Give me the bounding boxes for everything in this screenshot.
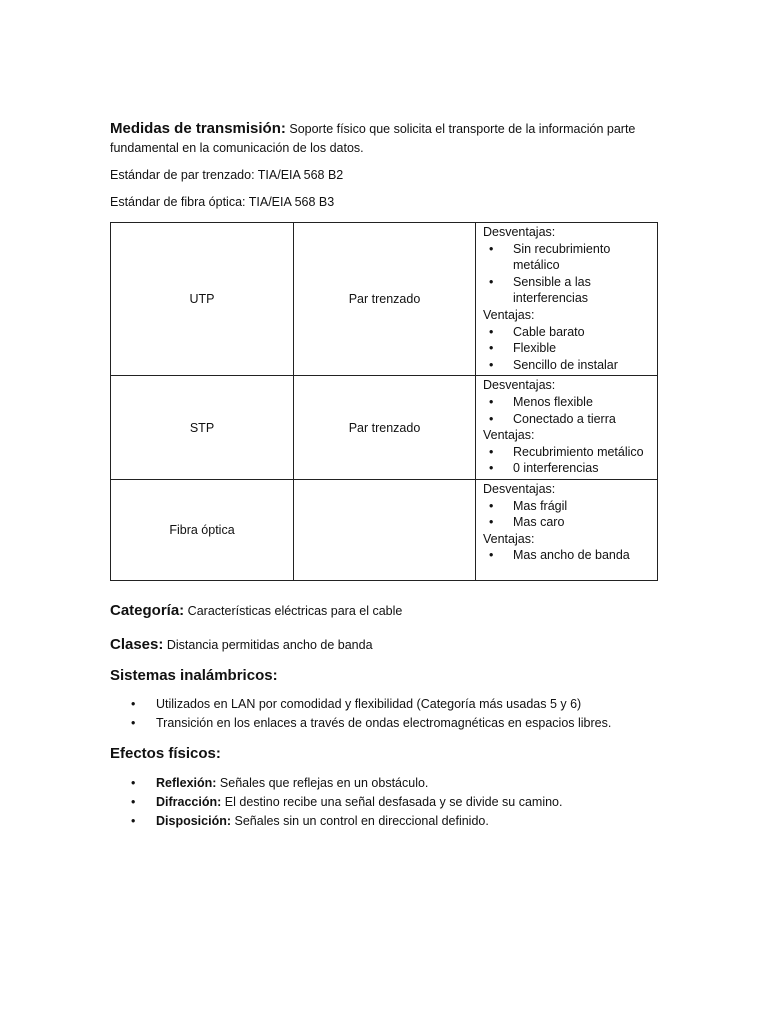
list-item: • Disposición: Señales sin un control en direccional definido. bbox=[131, 814, 489, 828]
list-item: • Sin recubrimiento metálico bbox=[489, 241, 611, 273]
list-item: • Mas caro bbox=[489, 515, 565, 530]
table-row bbox=[111, 223, 658, 376]
list-item: • Flexible bbox=[489, 341, 557, 356]
table-row bbox=[111, 479, 658, 580]
advantages-label: Ventajas: bbox=[483, 307, 535, 322]
media-type: Par trenzado bbox=[294, 376, 476, 480]
list-item: • Reflexión: Señales que reflejas en un obstáculo. bbox=[131, 776, 429, 790]
advantages-list bbox=[483, 324, 653, 374]
list-item: • Conectado a tierra bbox=[489, 411, 616, 426]
list-item: • Mas frágil bbox=[489, 498, 568, 513]
effects-list bbox=[110, 774, 562, 831]
disadvantages-label: Desventajas: bbox=[483, 481, 556, 496]
advantages-list bbox=[483, 547, 653, 564]
standard-fiber-optic: Estándar de fibra óptica: TIA/EIA 568 B3 bbox=[110, 195, 335, 209]
disadvantages-label: Desventajas: bbox=[483, 378, 556, 393]
list-item: • Difracción: El destino recibe una señal desfasada y se divide su camino. bbox=[131, 795, 563, 809]
disadvantages-list bbox=[483, 498, 653, 531]
media-name: STP bbox=[111, 376, 294, 480]
disadvantages-label: Desventajas: bbox=[483, 225, 556, 239]
wireless-heading: Sistemas inalámbricos: bbox=[110, 667, 278, 684]
list-item: • Transición en los enlaces a través de ondas electromagnéticas en espacios libres. bbox=[131, 716, 612, 730]
list-item: • Sencillo de instalar bbox=[489, 357, 618, 372]
list-item: • Sensible a las interferencias bbox=[489, 274, 591, 306]
transmission-media-table bbox=[110, 222, 658, 581]
list-item: • Menos flexible bbox=[489, 394, 593, 409]
advantages-label: Ventajas: bbox=[483, 531, 535, 546]
advantages-label: Ventajas: bbox=[483, 428, 535, 443]
categoria-heading: Categoría: bbox=[110, 602, 185, 619]
clases-text: Distancia permitidas ancho de banda bbox=[166, 638, 373, 652]
media-pros-cons bbox=[476, 223, 658, 376]
list-item: • Utilizados en LAN por comodidad y flexibilidad (Categoría más usadas 5 y 6) bbox=[131, 697, 582, 711]
categoria-line bbox=[110, 602, 402, 619]
list-item: • Recubrimiento metálico bbox=[489, 444, 644, 459]
media-type: Par trenzado bbox=[294, 223, 476, 376]
intro-text: Soporte físico que solicita el transporte de la información parte fundamental en la comunicación de los datos. bbox=[110, 122, 636, 155]
media-name: Fibra óptica bbox=[111, 479, 294, 580]
list-item: • 0 interferencias bbox=[489, 461, 599, 476]
media-name: UTP bbox=[111, 223, 294, 376]
clases-line bbox=[110, 636, 373, 653]
list-item: • Cable barato bbox=[489, 324, 585, 339]
intro-heading: Medidas de transmisión: bbox=[110, 120, 286, 137]
intro-paragraph bbox=[110, 119, 658, 158]
advantages-list bbox=[483, 444, 653, 477]
effects-heading: Efectos físicos: bbox=[110, 745, 221, 762]
wireless-list bbox=[110, 695, 611, 733]
disadvantages-list bbox=[483, 394, 653, 427]
media-type bbox=[294, 479, 476, 580]
table-row bbox=[111, 376, 658, 480]
media-pros-cons bbox=[476, 376, 658, 480]
list-item: • Mas ancho de banda bbox=[489, 548, 630, 563]
clases-heading: Clases: bbox=[110, 636, 164, 653]
media-pros-cons bbox=[476, 479, 658, 580]
categoria-text: Características eléctricas para el cable bbox=[187, 604, 403, 618]
disadvantages-list bbox=[483, 241, 653, 307]
standard-twisted-pair: Estándar de par trenzado: TIA/EIA 568 B2 bbox=[110, 168, 344, 182]
